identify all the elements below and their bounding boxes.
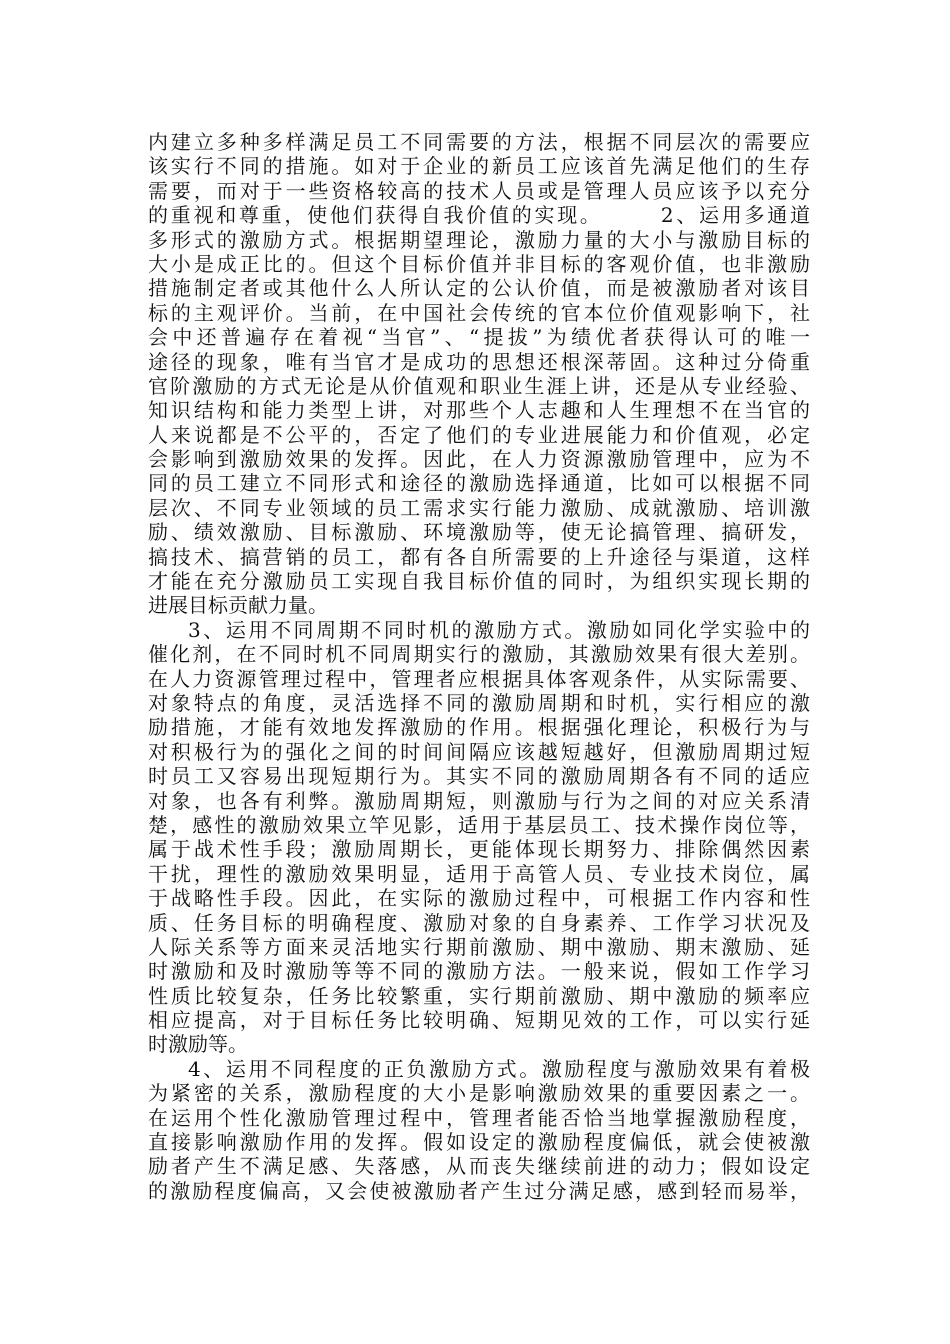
text-line: 在人力资源管理过程中，管理者应根据具体客观条件，从实际需要、 xyxy=(148,666,810,691)
text-line: 干扰，理性的激励效果明显，适用于高管人员、专业技术岗位，属 xyxy=(148,861,810,886)
text-line: 励、绩效激励、目标激励、环境激励等，使无论搞管理、搞研发， xyxy=(148,520,810,545)
text-line: 相应提高，对于目标任务比较明确、短期见效的工作，可以实行延 xyxy=(148,1008,810,1033)
text-line: 同的员工建立不同形式和途径的激励选择通道，比如可以根据不同 xyxy=(148,471,810,496)
text-line: 时激励等。 xyxy=(148,1032,248,1057)
text-line: 在运用个性化激励管理过程中，管理者能否恰当地掌握激励程度， xyxy=(148,1105,810,1130)
text-line: 会影响到激励效果的发挥。因此，在人力资源激励管理中，应为不 xyxy=(148,447,810,472)
text-line: 多形式的激励方式。根据期望理论，激励力量的大小与激励目标的 xyxy=(148,227,810,252)
text-line: 知识结构和能力类型上讲，对那些个人志趣和人生理想不在当官的 xyxy=(148,398,810,423)
text-line: 标的主观评价。当前，在中国社会传统的官本位价值观影响下，社 xyxy=(148,300,810,325)
text-line: 励措施，才能有效地发挥激励的作用。根据强化理论，积极行为与 xyxy=(148,715,810,740)
text-line: 的重视和尊重，使他们获得自我价值的实现。 2、运用多通道 xyxy=(148,203,810,228)
text-line: 该实行不同的措施。如对于企业的新员工应该首先满足他们的生存 xyxy=(148,154,810,179)
text-line: 人际关系等方面来灵活地实行期前激励、期中激励、期末激励、延 xyxy=(148,934,810,959)
text-line: 对象，也各有利弊。激励周期短，则激励与行为之间的对应关系清 xyxy=(148,788,810,813)
text-line: 的激励程度偏高，又会使被激励者产生过分满足感，感到轻而易举， xyxy=(148,1178,810,1203)
text-line: 途径的现象，唯有当官才是成功的思想还根深蒂固。这种过分倚重 xyxy=(148,349,810,374)
text-line: 会中还普遍存在着视“当官”、“提拔”为绩优者获得认可的唯一 xyxy=(148,325,810,350)
text-line: 时员工又容易出现短期行为。其实不同的激励周期各有不同的适应 xyxy=(148,764,810,789)
text-line: 大小是成正比的。但这个目标价值并非目标的客观价值，也非激励 xyxy=(148,251,810,276)
text-line: 对象特点的角度，灵活选择不同的激励周期和时机，实行相应的激 xyxy=(148,690,810,715)
text-line: 4、运用不同程度的正负激励方式。激励程度与激励效果有着极 xyxy=(188,1056,810,1081)
text-line: 直接影响激励作用的发挥。假如设定的激励程度偏低，就会使被激 xyxy=(148,1130,810,1155)
text-line: 搞技术、搞营销的员工，都有各自所需要的上升途径与渠道，这样 xyxy=(148,544,810,569)
text-line: 励者产生不满足感、失落感，从而丧失继续前进的动力；假如设定 xyxy=(148,1154,810,1179)
text-line: 需要，而对于一些资格较高的技术人员或是管理人员应该予以充分 xyxy=(148,178,810,203)
text-line: 催化剂，在不同时机不同周期实行的激励，其激励效果有很大差别。 xyxy=(148,642,810,667)
text-line: 才能在充分激励员工实现自我目标价值的同时，为组织实现长期的 xyxy=(148,569,810,594)
document-body xyxy=(148,130,810,1203)
text-line: 楚，感性的激励效果立竿见影，适用于基层员工、技术操作岗位等， xyxy=(148,812,810,837)
text-line: 对积极行为的强化之间的时间间隔应该越短越好，但激励周期过短 xyxy=(148,739,810,764)
text-line: 性质比较复杂，任务比较繁重，实行期前激励、期中激励的频率应 xyxy=(148,983,810,1008)
text-line: 内建立多种多样满足员工不同需要的方法，根据不同层次的需要应 xyxy=(148,130,810,154)
text-line: 人来说都是不公平的，否定了他们的专业进展能力和价值观，必定 xyxy=(148,422,810,447)
text-line: 3、运用不同周期不同时机的激励方式。激励如同化学实验中的 xyxy=(188,617,810,642)
text-line: 属于战术性手段；激励周期长，更能体现长期努力、排除偶然因素 xyxy=(148,837,810,862)
text-line: 官阶激励的方式无论是从价值观和职业生涯上讲，还是从专业经验、 xyxy=(148,373,810,398)
text-line: 质、任务目标的明确程度、激励对象的自身素养、工作学习状况及 xyxy=(148,910,810,935)
text-line: 为紧密的关系，激励程度的大小是影响激励效果的重要因素之一。 xyxy=(148,1081,810,1106)
text-line: 于战略性手段。因此，在实际的激励过程中，可根据工作内容和性 xyxy=(148,886,810,911)
text-line: 措施制定者或其他什么人所认定的公认价值，而是被激励者对该目 xyxy=(148,276,810,301)
text-line: 时激励和及时激励等等不同的激励方法。一般来说，假如工作学习 xyxy=(148,959,810,984)
text-line: 进展目标贡献力量。 xyxy=(148,593,328,618)
text-line: 层次、不同专业领域的员工需求实行能力激励、成就激励、培训激 xyxy=(148,495,810,520)
